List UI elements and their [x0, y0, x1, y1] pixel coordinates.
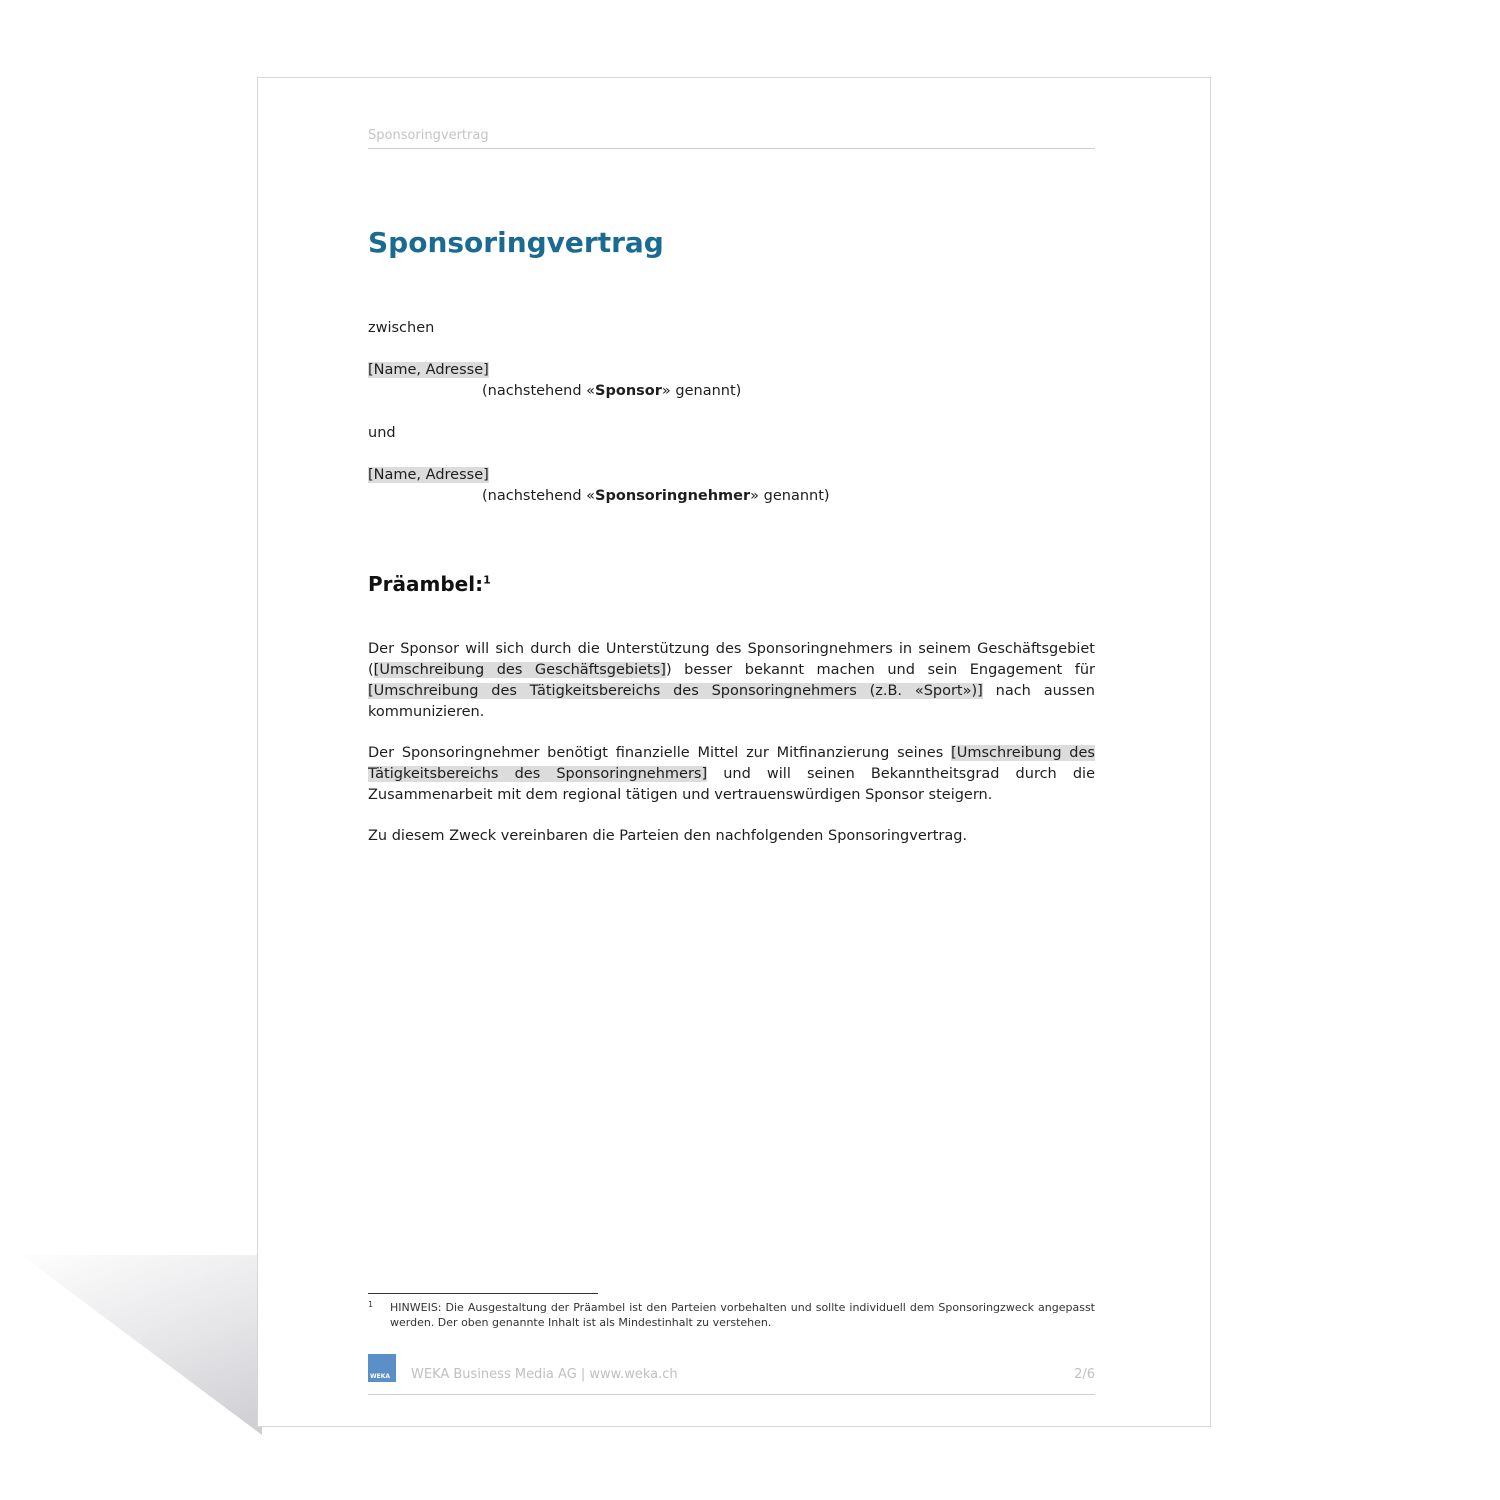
preamble-paragraph-2: Der Sponsoringnehmer benötigt finanzielle Mittel zur Mitfinanzierung seines [Umschreibung des Tätigkeitsbereichs des Sponsoringnehmers] und will seinen Bekanntheitsgrad durch die Zusammenarbeit mit dem regional tätigen und vertrauenswürdigen Sponsor steigern.	[368, 745, 1095, 803]
page-shadow	[0, 1255, 262, 1435]
footnote-mark: 1	[368, 1300, 374, 1309]
preamble-body	[368, 639, 1095, 847]
document-title: Sponsoringvertrag	[368, 226, 664, 259]
weka-logo: WEKA	[368, 1354, 396, 1382]
running-header: Sponsoringvertrag	[368, 128, 1095, 149]
party2-placeholder: [Name, Adresse]	[368, 467, 489, 483]
preamble-paragraph-3: Zu diesem Zweck vereinbaren die Parteien den nachfolgenden Sponsoringvertrag.	[368, 828, 968, 844]
footnote-divider	[368, 1293, 598, 1294]
connector-word: und	[368, 425, 396, 441]
document-page	[257, 77, 1211, 1427]
parties-block	[368, 318, 1095, 507]
page-number: 2/6	[1074, 1367, 1095, 1382]
party1-role-name: Sponsor	[595, 383, 662, 399]
footnote-text: HINWEIS: Die Ausgestaltung der Präambel ist den Parteien vorbehalten und sollte individuell dem Sponsoringzweck angepasst werden. Der oben genannte Inhalt ist als Mindestinhalt zu verstehen.	[390, 1301, 1095, 1329]
party1-placeholder: [Name, Adresse]	[368, 362, 489, 378]
footnote-reference[interactable]: 1	[483, 573, 491, 587]
footnote	[368, 1300, 1095, 1330]
party2-role: (nachstehend «Sponsoringnehmer» genannt)	[482, 488, 830, 504]
party2-role-name: Sponsoringnehmer	[595, 488, 751, 504]
page-footer	[368, 1352, 1095, 1395]
preamble-heading: Präambel:$^1$	[368, 572, 491, 596]
intro-word: zwischen	[368, 320, 435, 336]
footer-publisher[interactable]: WEKA Business Media AG | www.weka.ch	[411, 1367, 678, 1382]
preamble-paragraph-1: Der Sponsor will sich durch die Unterstützung des Sponsoringnehmers in seinem Geschäftsgebiet ([Umschreibung des Geschäftsgebiets]) besser bekannt machen und sein Engagement für [Umschreibung des Tätigkeitsbereichs des Sponsoringnehmers (z.B. «Sport»)] nach aussen kommunizieren.	[368, 641, 1096, 720]
party1-role: (nachstehend «Sponsor» genannt)	[482, 383, 742, 399]
